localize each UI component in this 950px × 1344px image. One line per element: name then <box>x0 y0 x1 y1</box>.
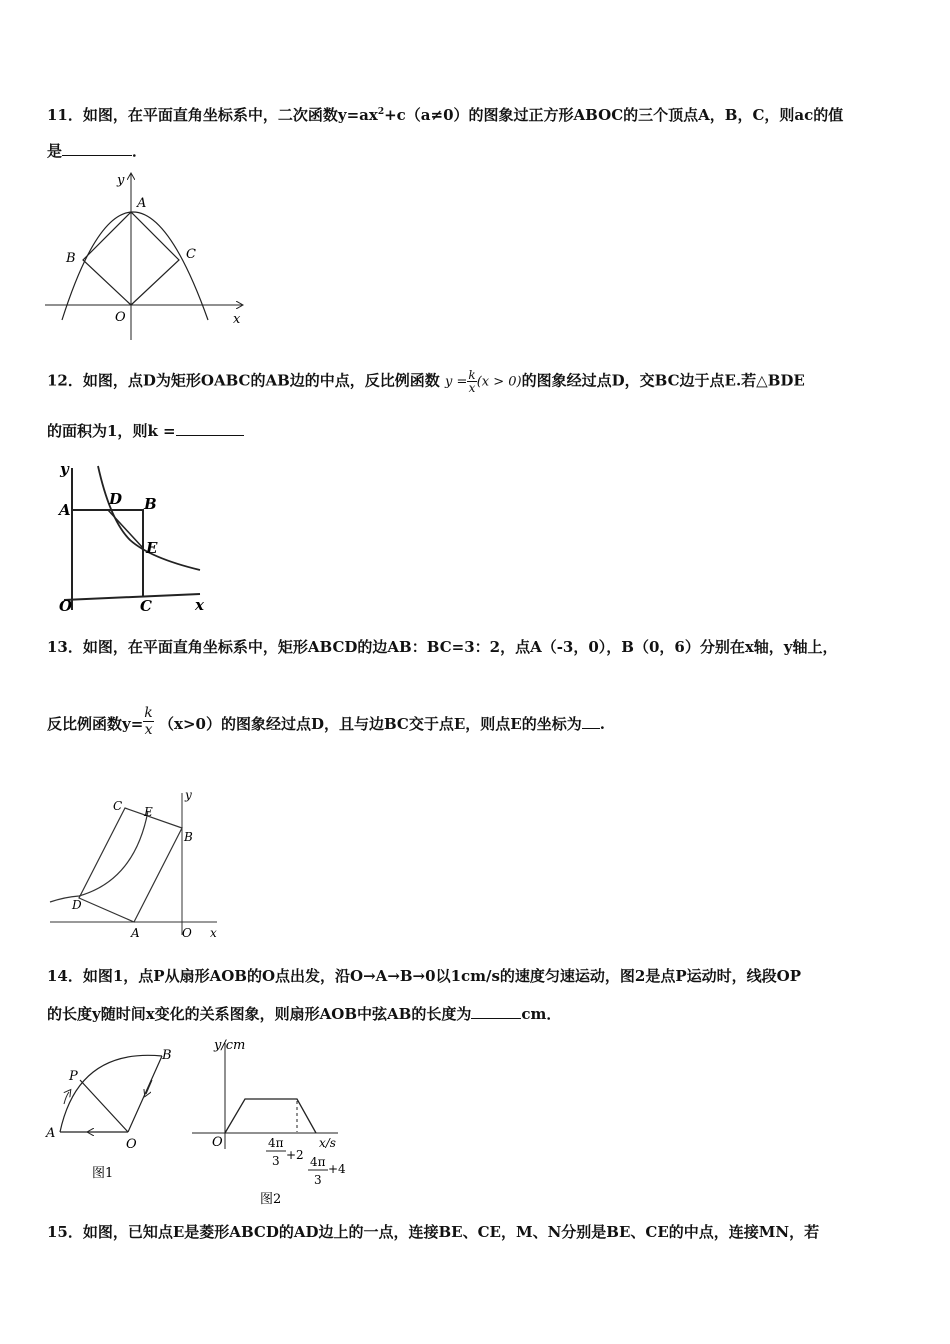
q12-label-C: C <box>140 597 152 615</box>
q14-fig1-caption: 图1 <box>92 1166 114 1181</box>
q13-text-c: （x>0）的图象经过点D，且与边BC交于点E，则点E的坐标为 <box>159 715 582 733</box>
q11-label-x: x <box>233 312 241 327</box>
q13-func-frac <box>143 705 153 738</box>
q12-label-E: E <box>146 539 158 557</box>
q11-text-a: 如图，在平面直角坐标系中，二次函数 <box>82 106 338 124</box>
q12-func-lhs: y = <box>445 374 468 390</box>
q11-line-1 <box>47 102 843 125</box>
q12-text-c: 的面积为1，则k = <box>47 422 176 440</box>
q11-text-c: 是 <box>47 142 63 160</box>
q11-label-C: C <box>186 247 196 262</box>
q12-figure <box>50 460 215 615</box>
q13-label-A: A <box>131 926 140 940</box>
q12-x-axis <box>64 594 200 600</box>
q13-number: 13． <box>47 638 83 656</box>
q14-fig1-label-A: A <box>46 1126 56 1141</box>
q14-fig2-t1-suffix: +2 <box>286 1148 304 1162</box>
q13-label-y: y <box>185 788 192 802</box>
q14-fig1-arrow-BO <box>146 1080 152 1094</box>
q14-fig1-label-B: B <box>162 1048 172 1063</box>
q11-expr-sup: 2 <box>377 107 385 117</box>
q12-number: 12． <box>47 371 83 390</box>
q14-fig2-t1-num: 4π <box>268 1136 284 1150</box>
q12-line-1 <box>47 369 805 394</box>
q12-label-O: O <box>59 597 73 615</box>
q12-func-den: x <box>468 381 476 395</box>
q12-answer-blank[interactable] <box>176 420 244 436</box>
q14-answer-blank[interactable] <box>471 1003 521 1019</box>
q12-func-num: k <box>468 368 476 382</box>
q15-text-a: 如图，已知点E是菱形ABCD的AD边上的一点，连接BE、CE，M、N分别是BE、CE的中点，连接MN，若 <box>82 1223 820 1241</box>
q13-label-x: x <box>210 926 217 940</box>
q13-label-E: E <box>144 805 153 819</box>
q11-answer-blank[interactable] <box>62 140 132 156</box>
q11-text-end: ． <box>132 142 148 160</box>
q12-rectangle <box>72 510 143 596</box>
q14-fig2-graph <box>225 1099 316 1133</box>
q15-line-1 <box>47 1222 819 1242</box>
q11-label-y: y <box>117 173 125 188</box>
q12-text-b: 的图象经过点D，交BC边于点E.若△BDE <box>521 371 805 390</box>
q12-label-x: x <box>195 596 204 614</box>
q13-line-1 <box>47 637 838 657</box>
q15-number: 15． <box>47 1223 83 1241</box>
q11-label-B: B <box>66 251 76 266</box>
q14-fig2-t2-num: 4π <box>310 1155 326 1169</box>
q14-fig1-arc <box>60 1055 162 1132</box>
q12-label-A: A <box>59 501 71 519</box>
q12-func-cond: (x > 0) <box>476 374 522 390</box>
q13-line-2 <box>47 705 605 738</box>
q14-figure-1 <box>42 1040 187 1185</box>
q13-hyperbola <box>50 811 148 902</box>
q13-label-D: D <box>72 898 82 912</box>
q12-text-a: 如图，点D为矩形OABC的AB边的中点，反比例函数 <box>82 371 440 390</box>
q12-segment-DE <box>108 510 143 548</box>
q11-line-2 <box>47 140 147 161</box>
q11-label-A: A <box>137 196 147 211</box>
q11-label-O: O <box>115 310 126 325</box>
q13-func-num: k <box>144 705 153 721</box>
q14-fig2-t2-suffix: +4 <box>328 1162 346 1176</box>
q14-fig2-caption: 图2 <box>260 1192 282 1207</box>
q13-text-end: . <box>599 715 605 733</box>
q14-fig2-label-O: O <box>212 1135 223 1150</box>
q14-fig1-BO <box>128 1056 162 1132</box>
q14-number: 14． <box>47 967 83 985</box>
q13-label-C: C <box>113 799 123 813</box>
q13-text-a: 如图，在平面直角坐标系中，矩形ABCD的边AB：BC=3：2，点A（-3，0），B（0，6）分别在x轴，y轴上， <box>82 638 838 656</box>
q13-rectangle <box>79 808 182 922</box>
q12-func-frac <box>467 369 476 394</box>
q13-label-O: O <box>182 926 192 940</box>
q13-figure <box>45 785 230 945</box>
q14-fig1-OP <box>80 1080 128 1132</box>
q14-text-a: 如图1，点P从扇形AOB的O点出发，沿O→A→B→0以1cm/s的速度匀速运动，图2是点P运动时，线段OP <box>82 967 801 985</box>
q14-text-b: 的长度y随时间x变化的关系图象，则扇形AOB中弦AB的长度为 <box>47 1005 472 1023</box>
q14-fig1-label-O: O <box>126 1137 137 1152</box>
q14-line-1 <box>47 966 801 986</box>
q14-fig2-t2-den: 3 <box>314 1173 322 1187</box>
q11-parabola <box>62 212 208 320</box>
q14-line-2 <box>47 1003 561 1024</box>
q14-text-end: cm． <box>521 1005 562 1023</box>
q14-fig2-t1-den: 3 <box>272 1154 280 1168</box>
q13-text-b: 反比例函数y= <box>47 715 144 733</box>
q14-fig1-label-P: P <box>69 1069 78 1084</box>
q13-label-B: B <box>184 830 193 844</box>
q12-label-B: B <box>144 495 157 513</box>
q14-fig2-label-y: y/cm <box>214 1038 246 1053</box>
q14-fig1-arrow-arc <box>64 1092 69 1104</box>
q12-label-y: y <box>60 460 69 478</box>
q11-expr-b: +c（a≠0） <box>384 106 469 124</box>
q12-line-2 <box>47 420 244 441</box>
q14-figure-2 <box>190 1035 365 1210</box>
q13-func-den: x <box>144 722 153 738</box>
q12-label-D: D <box>109 490 123 508</box>
q11-number: 11． <box>47 106 83 124</box>
q11-figure <box>40 168 250 333</box>
q11-expr-a: y=ax <box>337 106 378 124</box>
q13-answer-blank[interactable] <box>582 713 600 729</box>
q14-fig2-label-x: x/s <box>319 1136 336 1150</box>
q11-text-b: 的图象过正方形ABOC的三个顶点A，B，C，则ac的值 <box>468 106 844 124</box>
